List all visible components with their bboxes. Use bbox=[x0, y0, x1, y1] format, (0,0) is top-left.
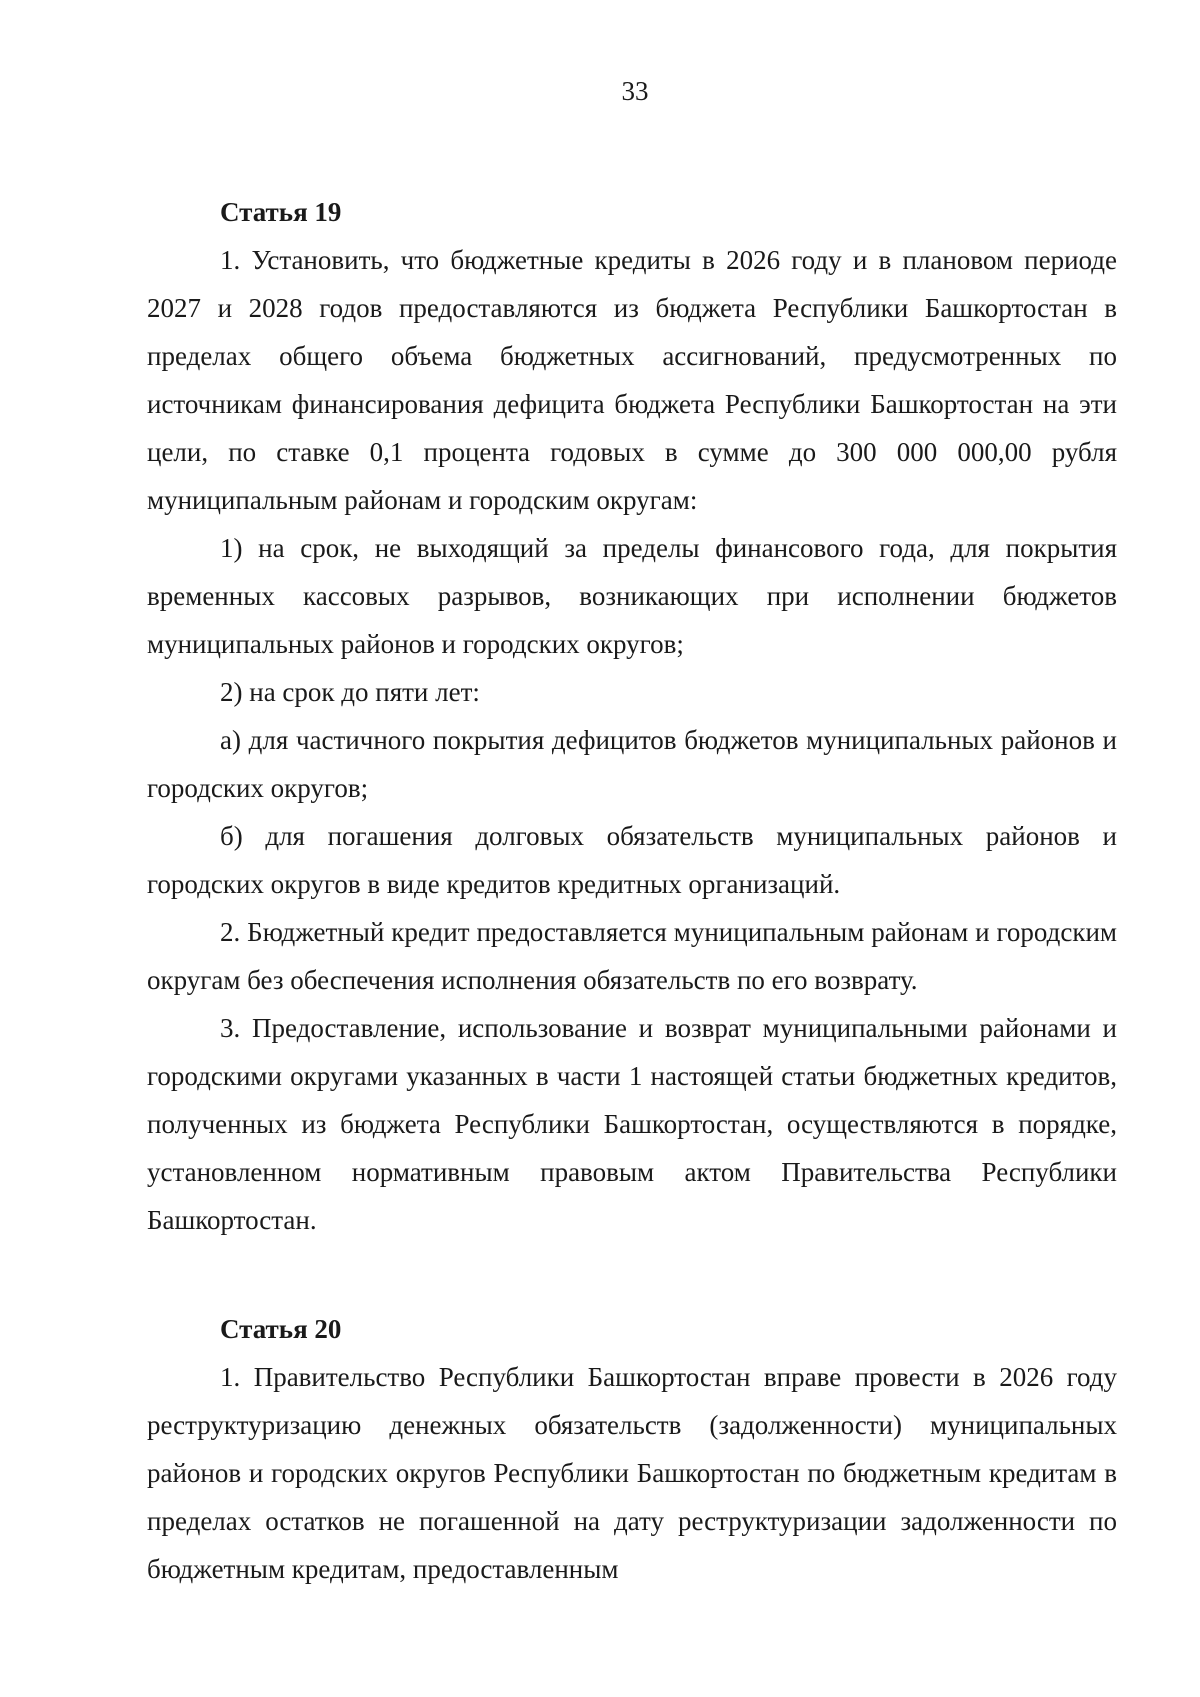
paragraph: 2. Бюджетный кредит предоставляется муниципальным районам и городским округам без обеспечения исполнения обязательств по его возврату. bbox=[147, 917, 1117, 995]
article-heading: Статья 20 bbox=[220, 1314, 342, 1344]
article-20 bbox=[147, 1305, 1117, 1593]
document-body bbox=[147, 188, 1117, 1593]
paragraph: 1) на срок, не выходящий за пределы финансового года, для покрытия временных кассовых разрывов, возникающих при исполнении бюджетов муниципальных районов и городских округов; bbox=[147, 533, 1117, 659]
paragraph: а) для частичного покрытия дефицитов бюджетов муниципальных районов и городских округов; bbox=[147, 725, 1117, 803]
article-19 bbox=[147, 188, 1117, 1244]
article-heading: Статья 19 bbox=[220, 197, 342, 227]
paragraph: 1. Правительство Республики Башкортостан вправе провести в 2026 году реструктуризацию денежных обязательств (задолженности) муниципальных районов и городских округов Республики Башкортостан по бюджетным кредитам в пределах остатков не погашенной на дату реструктуризации задолженности по бюджетным кредитам, предоставленным bbox=[147, 1362, 1117, 1584]
page-number: 33 bbox=[621, 76, 649, 106]
paragraph: 3. Предоставление, использование и возврат муниципальными районами и городскими округами указанных в части 1 настоящей статьи бюджетных кредитов, полученных из бюджета Республики Башкортостан, осуществляются в порядке, установленном нормативным правовым актом Правительства Республики Башкортостан. bbox=[147, 1013, 1117, 1235]
paragraph: 2) на срок до пяти лет: bbox=[220, 677, 480, 707]
section-gap bbox=[147, 1244, 1117, 1305]
paragraph: б) для погашения долговых обязательств муниципальных районов и городских округов в виде кредитов кредитных организаций. bbox=[147, 821, 1117, 899]
paragraph: 1. Установить, что бюджетные кредиты в 2026 году и в плановом периоде 2027 и 2028 годов предоставляются из бюджета Республики Башкортостан в пределах общего объема бюджетных ассигнований, предусмотренных по источникам финансирования дефицита бюджета Республики Башкортостан на эти цели, по ставке 0,1 процента годовых в сумме до 300 000 000,00 рубля муниципальным районам и городским округам: bbox=[147, 245, 1117, 515]
